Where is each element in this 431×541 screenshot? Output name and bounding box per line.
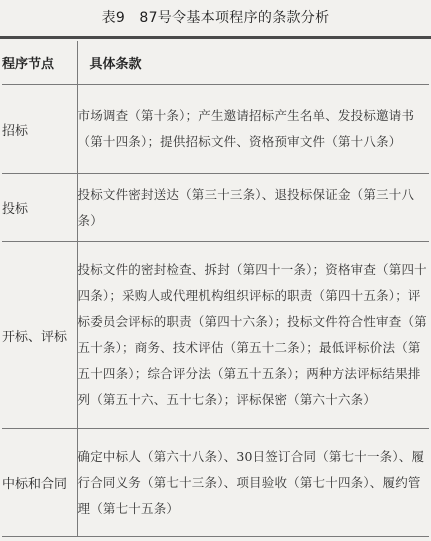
- caption-rule: [0, 36, 431, 39]
- table-header-row: [2, 41, 429, 85]
- row-clauses: 投标文件密封送达（第三十三条）、退投标保证金（第三十八条）: [77, 174, 429, 242]
- table-row: [2, 429, 429, 537]
- table-row: [2, 242, 429, 429]
- row-clauses: 确定中标人（第六十八条）、30日签订合同（第七十一条）、履行合同义务（第七十三条）、项目验收（第七十四条）、履约管理（第七十五条）: [77, 429, 429, 537]
- clause-analysis-table: [2, 41, 429, 537]
- row-clauses: 市场调查（第十条）；产生邀请招标产生名单、发投标邀请书（第十四条）；提供招标文件、资格预审文件（第十八条）: [77, 85, 429, 174]
- row-node-label: 中标和合同: [2, 429, 77, 537]
- header-specific-clauses: 具体条款: [77, 41, 429, 85]
- row-node-label: 开标、评标: [2, 242, 77, 429]
- row-clauses: 投标文件的密封检查、拆封（第四十一条）；资格审查（第四十四条）；采购人或代理机构组织评标的职责（第四十五条）；评标委员会评标的职责（第四十六条）；投标文件符合性审查（第五十条）；商务、技术评估（第五十二条）；最低评标价法（第五十四条）；综合评分法（第五十五条）；两种方法评标结果排列（第五十六、五十七条）；评标保密（第六十六条）: [77, 242, 429, 429]
- table-row: [2, 174, 429, 242]
- row-node-label: 投标: [2, 174, 77, 242]
- table-caption: 表9 87号令基本项程序的条款分析: [101, 10, 330, 26]
- row-node-label: 招标: [2, 85, 77, 174]
- table-row: [2, 85, 429, 174]
- header-program-node: 程序节点: [2, 41, 77, 85]
